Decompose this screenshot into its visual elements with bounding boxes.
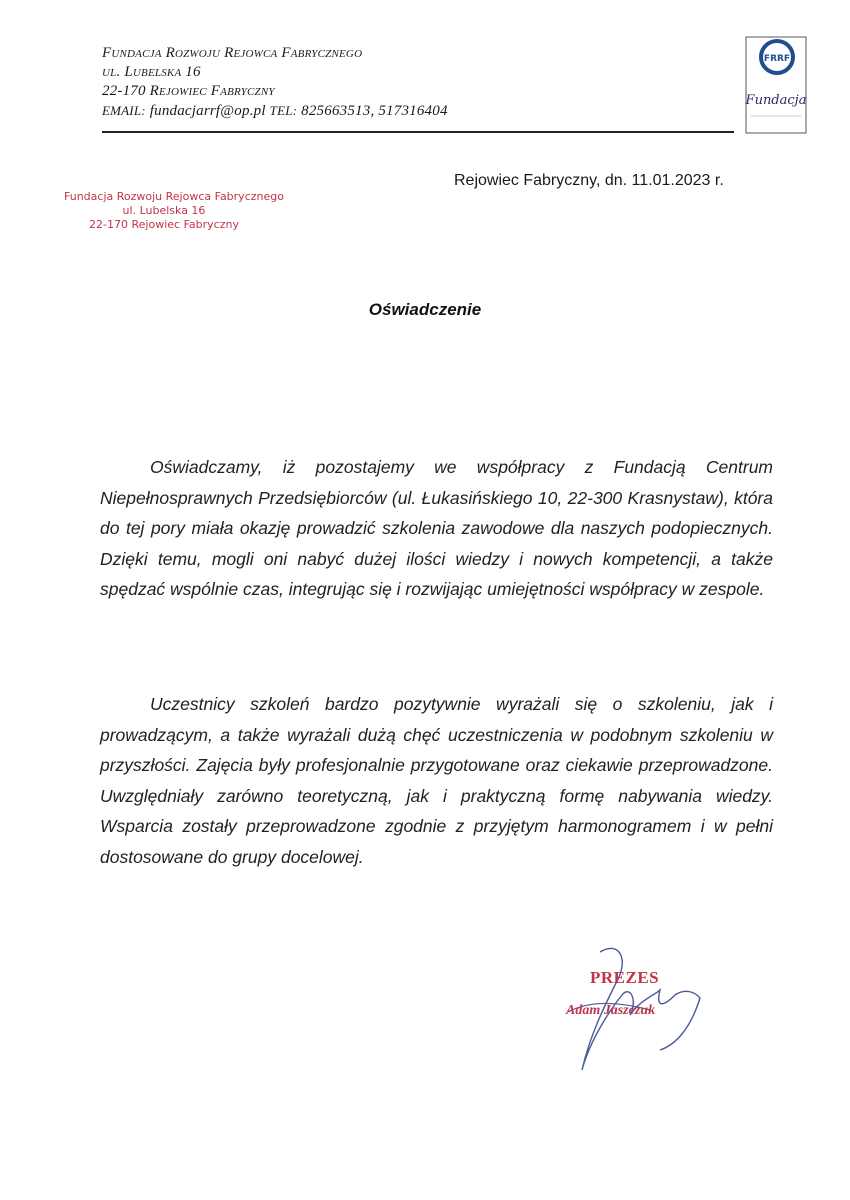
email-address: fundacjarrf@op.pl [149, 103, 266, 119]
letterhead-city: 22-170 Rejowiec Fabryczny [102, 83, 275, 99]
email-label: EMAIL: [102, 103, 146, 118]
frrf-logo-icon [743, 36, 809, 136]
logo-badge-text: FRRF [763, 54, 791, 64]
stamp-line-1: Fundacja Rozwoju Rejowca Fabrycznego [64, 190, 284, 203]
logo-script-text: Fundacja [745, 93, 807, 108]
paragraph-1 [100, 452, 773, 605]
signature-name: Adam Jaszczuk [566, 1003, 656, 1018]
place-and-date: Rejowiec Fabryczny, dn. 11.01.2023 r. [454, 172, 724, 189]
letterhead-org-name: Fundacja Rozwoju Rejowca Fabrycznego [102, 45, 363, 61]
letterhead [102, 44, 448, 121]
document-title: Oświadczenie [368, 300, 482, 319]
signature-role: PREZES [590, 968, 660, 987]
organization-stamp [64, 190, 284, 232]
phone-numbers: 825663513, 517316404 [301, 103, 448, 119]
letterhead-street: ul. Lubelska 16 [102, 64, 201, 80]
paragraph-2 [100, 689, 773, 872]
letterhead-contact [102, 101, 448, 121]
paragraph-1-text: Oświadczamy, iż pozostajemy we współpracy z Fundacją Centrum Niepełnosprawnych Przedsiębiorców (ul. Łukasińskiego 10, 22-300 Krasnystaw), która do tej pory miała okazję prowadzić szkolenia zawodowe dla naszych podopiecznych. Dzięki temu, mogli oni nabyć dużej ilości wiedzy i nowych kompetencji, a także spędzać wspólnie czas, integrując się i rozwijając umiejętności współpracy w zespole. [100, 457, 773, 599]
letterhead-divider [102, 131, 734, 133]
stamp-line-2: ul. Lubelska 16 [122, 204, 206, 217]
stamp-line-3: 22-170 Rejowiec Fabryczny [89, 218, 239, 231]
tel-label: TEL: [269, 103, 298, 118]
frrf-logo [743, 36, 809, 136]
paragraph-2-text: Uczestnicy szkoleń bardzo pozytywnie wyrażali się o szkoleniu, jak i prowadzącym, a także wyrażali dużą chęć uczestniczenia w podobnym szkoleniu w przyszłości. Zajęcia były profesjonalnie przygotowane oraz ciekawie przeprowadzone. Uwzględniały zarówno teoretyczną, jak i praktyczną formę nabywania wiedzy. Wsparcia zostały przeprowadzone zgodnie z przyjętym harmonogramem i w pełni dostosowane do grupy docelowej. [100, 694, 773, 867]
